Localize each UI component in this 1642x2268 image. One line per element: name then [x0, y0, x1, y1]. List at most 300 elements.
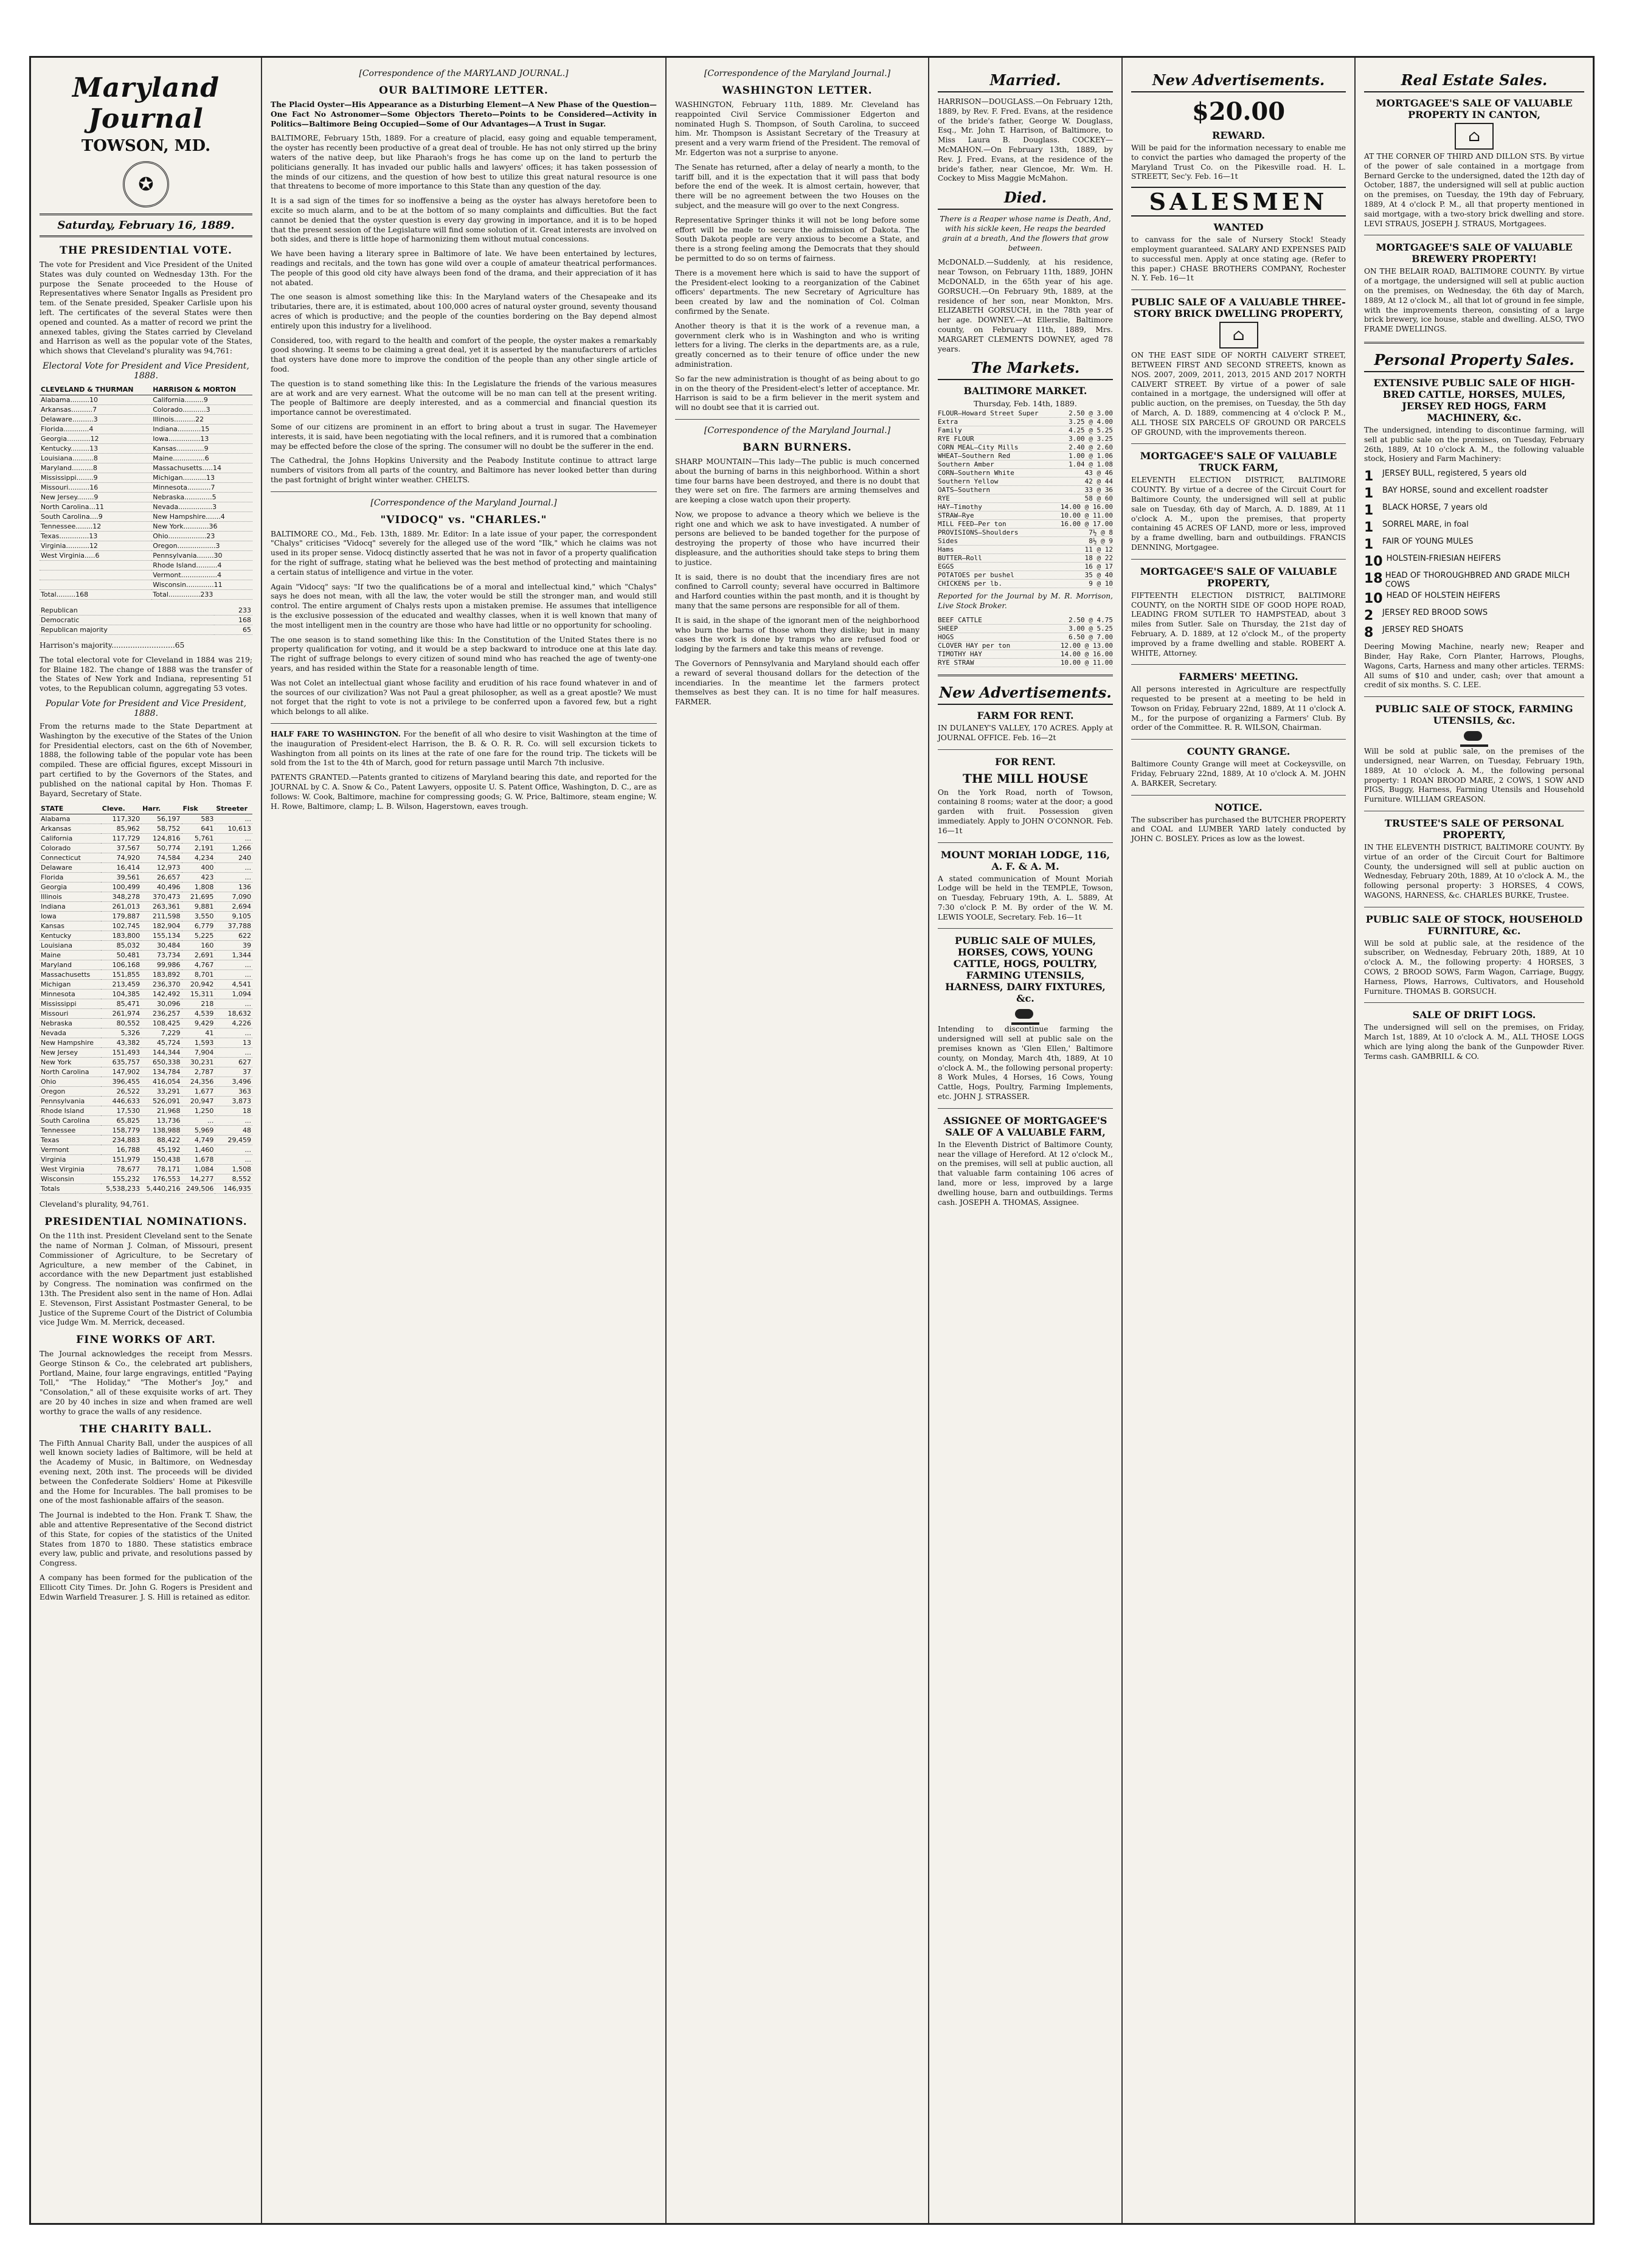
article-paragraph: It is said, there is no doubt that the incendiary fires are not confined to Carroll county; several have occurred in Baltimore and Harford counties within the past month, and it is thought by many that the same persons are responsible for all of them. [675, 572, 920, 611]
commodity-name: HAY—Timothy [938, 503, 982, 512]
article-summary: The Placid Oyster—His Appearance as a Disturbing Element—A New Phase of the Question—One Fact No Astronomer—Some Objectors Thereto—Points to be Considered—Activity in Politics—Baltimore Being Occupied—Some of Our Advantages—A Trust in Sugar. [271, 100, 657, 128]
table-cell: 40,496 [141, 883, 181, 892]
table-row [40, 560, 252, 570]
item-label: BAY HORSE, sound and excellent roadster [1382, 486, 1548, 496]
commodity-name: Southern Amber [938, 460, 994, 469]
table-cell: Maine...............6 [151, 453, 252, 463]
article-paragraph: The vote for President and Vice President of the United States was duly counted on Wednesday 13th. For the purpose the Senate proceeded to the House of Representatives where Senator Ingalls as President pro tem. of the Senate presided, Speaker Carlisle upon his left. The certificates of the several States were then opened and counted. As a matter of record we print the annexed tables, giving the States carried by Cleveland and Harrison as well as the popular vote of the States, which shows that Cleveland's plurality was 94,761: [40, 260, 252, 356]
table-cell: 2,787 [182, 1067, 215, 1077]
table-cell: Kansas [40, 921, 101, 931]
market-title: BALTIMORE MARKET. [963, 385, 1087, 397]
table-cell: Missouri..........16 [40, 482, 151, 492]
table-cell: Michigan...........13 [151, 473, 252, 482]
table-cell: 13,736 [141, 1116, 181, 1126]
table-cell: ... [215, 1116, 252, 1126]
list-item [1364, 469, 1584, 484]
table-cell: 213,459 [101, 980, 141, 990]
table-cell: Tennessee [40, 1126, 101, 1136]
commodity-price: 7½ @ 8 [1089, 529, 1113, 537]
table-cell: 37,567 [101, 844, 141, 853]
market-row [938, 633, 1113, 642]
table-cell: 5,969 [182, 1126, 215, 1136]
table-cell: North Carolina...11 [40, 502, 151, 512]
commodity-price: 9 @ 10 [1089, 580, 1113, 588]
table-cell: Louisiana..........8 [40, 453, 151, 463]
table-cell: 117,729 [101, 834, 141, 844]
newspaper-page [29, 56, 1595, 2225]
table-row [40, 606, 252, 616]
recap-table [40, 606, 252, 635]
table-cell: Texas..............13 [40, 531, 151, 541]
section-heading-markets: The Markets. [938, 359, 1113, 380]
table-cell: 14,277 [182, 1174, 215, 1184]
table-cell: Mississippi........9 [40, 473, 151, 482]
table-cell: 650,338 [141, 1058, 181, 1067]
table-cell: Republican majority [40, 625, 214, 634]
table-cell: 30,231 [182, 1058, 215, 1067]
table-cell: 74,920 [101, 853, 141, 863]
table-cell: Florida............4 [40, 424, 151, 434]
commodity-price: 10.00 @ 11.00 [1060, 658, 1113, 667]
table-cell: 635,757 [101, 1058, 141, 1067]
ad-text: IN DULANEY'S VALLEY, 170 ACRES. Apply at JOURNAL OFFICE. Feb. 16—2t [938, 723, 1113, 742]
correspondence-label: [Correspondence of the Maryland Journal.] [704, 425, 891, 435]
market-row [938, 503, 1113, 512]
table-total: 5,440,216 [141, 1184, 181, 1194]
ad-title: MOUNT MORIAH LODGE, 116, A. F. & A. M. [940, 848, 1110, 872]
table-cell: 627 [215, 1058, 252, 1067]
table-cell: 99,986 [141, 960, 181, 970]
table-cell: 261,013 [101, 902, 141, 912]
table-total: Totals [40, 1184, 101, 1194]
table-cell: Pennsylvania [40, 1097, 101, 1106]
article-paragraph [271, 730, 657, 768]
table-cell: 182,904 [141, 921, 181, 931]
table-cell: 211,598 [141, 912, 181, 921]
table-row [40, 625, 252, 634]
commodity-price: 2.50 @ 4.75 [1069, 616, 1113, 624]
article-paragraph: Some of our citizens are prominent in an effort to bring about a trust in sugar. The Havemeyer interests, it is said, have been negotiating with the local refiners, and it is rumored that a combination may be effected before the close of the spring. The consumer will no doubt be the sufferer in the end. [271, 422, 657, 451]
table-header: Harr. [141, 803, 181, 814]
article-paragraph: On the 11th inst. President Cleveland sent to the Senate the name of Norman J. Colman, of Missouri, present Commissioner of Agriculture, to be Secretary of Agriculture, a new member of the Cabinet, in accordance with the new Department just established by Congress. The nomination was confirmed on the 13th. The President also sent in the name of Hon. Adlai E. Stevenson, First Assistant Postmaster General, to be Justice of the Supreme Court of the District of Columbia vice Judge Wm. M. Merrick, deceased. [40, 1232, 252, 1327]
article-paragraph: The Journal is indebted to the Hon. Frank T. Shaw, the able and attentive Representative of the Second district of this State, for copies of the statistics of the United States from 1870 to 1880. These statistics embrace every law, public and private, and resolutions passed by Congress. [40, 1511, 252, 1568]
table-cell: 5,326 [101, 1028, 141, 1038]
table-row [40, 951, 252, 960]
table-cell: Kentucky.........13 [40, 443, 151, 453]
commodity-price: 58 @ 60 [1084, 494, 1113, 503]
divider [1131, 739, 1346, 740]
ad-text: The subscriber has purchased the BUTCHER PROPERTY and COAL and LUMBER YARD lately conducted by JOHN C. BOSLEY. Prices as low as the lowest. [1131, 815, 1346, 844]
table-cell: Wisconsin.............11 [151, 580, 252, 589]
table-row [40, 970, 252, 980]
table-row [40, 980, 252, 990]
table-cell: 17,530 [101, 1106, 141, 1116]
table-cell: 158,779 [101, 1126, 141, 1136]
table-cell: Massachusetts [40, 970, 101, 980]
table-cell: 4,767 [182, 960, 215, 970]
table-row [40, 892, 252, 902]
table-cell: Wisconsin [40, 1174, 101, 1184]
table-cell: ... [215, 873, 252, 883]
table-cell: 370,473 [141, 892, 181, 902]
reward-amount: $20.00 [1191, 97, 1286, 126]
commodity-price: 1.04 @ 1.08 [1069, 460, 1113, 469]
market-row [938, 537, 1113, 546]
ad-text: Will be sold at public sale, at the residence of the subscriber, on Wednesday, February 20th, 1889, At 10 o'clock A. M., the following property: 4 HORSES, 3 COWS, 2 BROOD SOWS, Farm Wagon, Carriage, Buggy, Harness, Plows, Harrows, Cultivators, and Household Furniture. THOMAS B. GORSUCH. [1364, 938, 1584, 996]
memorial-verse: There is a Reaper whose name is Death, And, with his sickle keen, He reaps the bearded grain at a breath, And the flowers that grow between. [940, 215, 1111, 252]
divider [938, 1108, 1113, 1109]
table-cell: 45,192 [141, 1145, 181, 1155]
divider [938, 675, 1113, 676]
table-row [40, 883, 252, 892]
commodity-price: 2.50 @ 3.00 [1069, 409, 1113, 418]
commodity-name: BEEF CATTLE [938, 616, 982, 624]
ad-title: PUBLIC SALE OF MULES, HORSES, COWS, YOUNG CATTLE, HOGS, POULTRY, FARMING UTENSILS, HARNESS, DAIRY FIXTURES, &c. [945, 935, 1106, 1005]
table-cell: 85,471 [101, 999, 141, 1009]
article-paragraph: There is a movement here which is said to have the support of the President-elect looking to a reorganization of the Cabinet officers' departments. The new Secretary of Agriculture has been created by law and the nomination of Col. Colman confirmed by the Senate. [675, 268, 920, 316]
table-cell: 1,084 [182, 1165, 215, 1174]
commodity-price: 16.00 @ 17.00 [1060, 520, 1113, 529]
table-cell: 5,225 [182, 931, 215, 941]
market-row [938, 469, 1113, 477]
table-cell: Minnesota [40, 990, 101, 999]
table-cell: 7,090 [215, 892, 252, 902]
table-cell: Arkansas..........7 [40, 404, 151, 414]
table-row [40, 1019, 252, 1028]
market-row [938, 512, 1113, 520]
commodity-name: MILL FEED—Per ton [938, 520, 1006, 529]
table-cell: 8,552 [215, 1174, 252, 1184]
table-cell: Indiana...........15 [151, 424, 252, 434]
commodity-name: TIMOTHY HAY [938, 650, 982, 658]
table-row [40, 1116, 252, 1126]
table-cell: 138,988 [141, 1126, 181, 1136]
ad-title: MORTGAGEE'S SALE OF VALUABLE PROPERTY, [1140, 565, 1337, 589]
commodity-price: 11 @ 12 [1084, 546, 1113, 554]
table-cell: 183,800 [101, 931, 141, 941]
table-cell: ... [215, 1028, 252, 1038]
commodity-name: HOGS [938, 633, 954, 641]
table-cell: 363 [215, 1087, 252, 1097]
column-6 [1356, 58, 1593, 2223]
table-cell: New York............36 [151, 521, 252, 531]
article-paragraph: BALTIMORE, February 15th, 1889. For a creature of placid, easy going and equable temperament, the oyster has recently been productive of a great deal of trouble. He has not only stirred up the briny waters of the native deep, but like Pharaoh's frogs he has come up on the land to perturb the politicians generally. It has invaded our public halls and lawyers' offices; it has taken possession of the minds of our citizens, and the question of how best to utilize this great natural resource is one that threatens to become of more importance to this State than any question of the day. [271, 134, 657, 191]
market-row [938, 642, 1113, 650]
item-count: 1 [1364, 537, 1374, 553]
wanted-label: WANTED [1213, 221, 1264, 234]
ad-title: FOR RENT. [995, 755, 1056, 768]
table-cell: 30,096 [141, 999, 181, 1009]
article-paragraph: Considered, too, with regard to the health and comfort of the people, the oyster makes a remarkably good showing. It seems to be claiming a great deal, yet it is asserted by the manufacturers of articles that oysters have done more to improve the condition of the people than any other single article of food. [271, 336, 657, 373]
ad-title: ASSIGNEE OF MORTGAGEE'S SALE OF A VALUABLE FARM, [943, 1114, 1107, 1138]
market-row [938, 494, 1113, 503]
table-cell: Rhode Island..........4 [151, 560, 252, 570]
ad-text: ON THE EAST SIDE OF NORTH CALVERT STREET, BETWEEN FIRST AND SECOND STREETS, known as NOS. 2007, 2009, 2011, 2013, 2015 AND 2017 NORTH CALVERT STREET. By virtue of a power of sale contained in a mortgage, the undersigned will offer at public auction, on the premises, on Tuesday, the 5th day of March, A. D. 1889, commencing at 4 o'clock P. M., ALL THOSE SIX PARCELS OF GROUND OR PARCELS OF GROUND, with the improvements thereon. [1131, 351, 1346, 437]
table-row [40, 1145, 252, 1155]
table-cell: 168 [214, 615, 252, 625]
commodity-price: 1.00 @ 1.06 [1069, 452, 1113, 460]
table-cell: 151,979 [101, 1155, 141, 1165]
table-cell: Georgia [40, 883, 101, 892]
table-cell: Oregon [40, 1087, 101, 1097]
ad-title: MORTGAGEE'S SALE OF VALUABLE PROPERTY IN CANTON, [1376, 97, 1573, 120]
market-row [938, 659, 1113, 667]
table-cell: 78,677 [101, 1165, 141, 1174]
article-paragraph: The question is to stand something like this: In the Legislature the friends of the various measures are at work and are very earnest. What the outcome will be no man can tell at the present writing. The people of Baltimore are deeply interested, and as a commercial and financial question its importance cannot be overestimated. [271, 379, 657, 417]
table-cell: 16,414 [101, 863, 141, 873]
divider [675, 419, 920, 420]
section-heading-died: Died. [938, 189, 1113, 210]
table-row [40, 580, 252, 589]
table-cell: Indiana [40, 902, 101, 912]
section-heading-new-ads: New Advertisements. [938, 684, 1113, 705]
commodity-price: 2.40 @ 2.60 [1069, 443, 1113, 452]
table-cell: Michigan [40, 980, 101, 990]
table-cell: 416,054 [141, 1077, 181, 1087]
article-paragraph: Another theory is that it is the work of a revenue man, a government clerk who is in Washington and who is writing letters for a living. The clerks in the departments are, as a rule, greatly concerned as to their tenure of office under the new administration. [675, 321, 920, 369]
table-cell: 37 [215, 1067, 252, 1077]
correspondence-label: [Correspondence of the Maryland Journal.] [704, 69, 891, 78]
cattle-report-label: Reported for the Journal by M. R. Morrison, Live Stock Broker. [938, 592, 1113, 611]
popular-vote-table [40, 803, 252, 1194]
table-cell: Ohio..................23 [151, 531, 252, 541]
commodity-name: CORN—Southern White [938, 469, 1014, 477]
ad-title: SALE OF DRIFT LOGS. [1412, 1009, 1536, 1021]
commodity-name: SHEEP [938, 624, 958, 633]
market-row [938, 529, 1113, 537]
market-row [938, 460, 1113, 469]
table-row [40, 1077, 252, 1087]
death-notice: McDONALD.—Suddenly, at his residence, near Towson, on February 11th, 1889, JOHN McDONALD, in the 65th year of his age. GORSUCH.—On February 9th, 1889, at the residence of her son, near Monkton, Mrs. ELIZABETH GORSUCH, in the 78th year of her age. DOWNEY.—At Ellerslie, Baltimore county, on February 11th, 1889, Mrs. MARGARET CLEMENTS DOWNEY, aged 78 years. [938, 258, 1113, 353]
table-cell: 8,701 [182, 970, 215, 980]
item-count: 10 [1364, 591, 1383, 607]
table-row [40, 434, 252, 443]
section-heading-real-estate: Real Estate Sales. [1364, 71, 1584, 92]
ad-text: AT THE CORNER OF THIRD AND DILLON STS. By virtue of the power of sale contained in a mortgage from Bernard Gercke to the undersigned, dated the 12th day of October, 1887, the undersigned will sell at public auction on the premises, on Tuesday, the 19th day of February, 1889, At 4 o'clock P. M., all that property mentioned in said mortgage, with a two-story brick dwelling and store. LEVI STRAUS, JOSEPH J. STRAUS, Mortgagees. [1364, 152, 1584, 228]
table-cell: 147,902 [101, 1067, 141, 1077]
table-cell: North Carolina [40, 1067, 101, 1077]
table-cell: New Jersey........9 [40, 492, 151, 502]
table-cell: 151,855 [101, 970, 141, 980]
article-headline: "VIDOCQ" vs. "CHARLES." [380, 513, 547, 526]
correspondence-label: [Correspondence of the MARYLAND JOURNAL.] [359, 69, 569, 78]
commodity-name: Family [938, 426, 962, 435]
table-row [40, 844, 252, 853]
table-total: 5,538,233 [101, 1184, 141, 1194]
table-cell: 80,552 [101, 1019, 141, 1028]
ad-title: PUBLIC SALE OF STOCK, HOUSEHOLD FURNITURE, &c. [1365, 913, 1583, 937]
table-cell: Kentucky [40, 931, 101, 941]
table-header: CLEVELAND & THURMAN [40, 384, 151, 395]
table-cell: 2,691 [182, 951, 215, 960]
ad-title: FARMERS' MEETING. [1179, 671, 1298, 683]
article-paragraph: We have been having a literary spree in Baltimore of late. We have been entertained by lectures, readings and recitals, and the town has gone wild over a couple of amateur theatrical performances. The people of this good old city have always been fond of the drama, and their appreciation of it has not abated. [271, 249, 657, 287]
table-row [40, 834, 252, 844]
table-cell: Virginia [40, 1155, 101, 1165]
table-row [40, 443, 252, 453]
table-cell: 240 [215, 853, 252, 863]
table-cell: Illinois [40, 892, 101, 902]
ad-text: On the York Road, north of Towson, containing 8 rooms; water at the door; a good garden with fruit. Possession given immediately. Apply to JOHN O'CONNOR. Feb. 16—1t [938, 788, 1113, 835]
table-cell: Mississippi [40, 999, 101, 1009]
ad-title: NOTICE. [1214, 801, 1263, 813]
section-heading-personal-property: Personal Property Sales. [1364, 351, 1584, 372]
market-row [938, 625, 1113, 633]
table-cell: 73,734 [141, 951, 181, 960]
table-row [40, 824, 252, 834]
table-row [40, 424, 252, 434]
table-cell: 263,361 [141, 902, 181, 912]
divider [938, 842, 1113, 843]
table-cell: Colorado [40, 844, 101, 853]
table-cell: ... [215, 970, 252, 980]
market-row [938, 443, 1113, 452]
table-row [40, 1048, 252, 1058]
table-cell: Nevada [40, 1028, 101, 1038]
table-cell: 10,613 [215, 824, 252, 834]
table-cell: 13 [215, 1038, 252, 1048]
ad-text: ELEVENTH ELECTION DISTRICT, BALTIMORE COUNTY. By virtue of a decree of the Circuit Court for Baltimore County, the undersigned will sell at public sale on Tuesday, 6th day of March, A. D. 1889, At 11 o'clock A. M., upon the premises, that property containing 45 ACRES OF LAND, more or less, improved by a frame dwelling, barn and outbuildings. FRANCIS DENNING, Mortgagee. [1131, 476, 1346, 552]
market-row [938, 409, 1113, 418]
article-headline: PRESIDENTIAL NOMINATIONS. [44, 1216, 248, 1229]
table-cell: Illinois..........22 [151, 414, 252, 424]
table-cell: Nebraska.............5 [151, 492, 252, 502]
commodity-price: 8½ @ 9 [1089, 537, 1113, 546]
table-row [40, 395, 252, 404]
table-cell: Florida [40, 873, 101, 883]
table-cell: New York [40, 1058, 101, 1067]
table-row [40, 521, 252, 531]
market-row [938, 650, 1113, 659]
divider [271, 491, 657, 492]
table-row [40, 463, 252, 473]
table-cell: ... [215, 1145, 252, 1155]
table-cell: 1,266 [215, 844, 252, 853]
list-item [1364, 537, 1584, 552]
table-cell: 65,825 [101, 1116, 141, 1126]
ad-title: TRUSTEE'S SALE OF PERSONAL PROPERTY, [1384, 817, 1564, 841]
item-count: 1 [1364, 503, 1374, 519]
article-paragraph: Again "Vidocq" says: "If two the qualifications be of a moral and intellectual kind," which "Chalys" says he does not mean, with all the law, the voter would be still the stronger man, and would still control. The entire argument of Chalys rests upon a mistaken premise. He assumes that intelligence is the exclusive possession of the educated and wealthy classes, when it is well known that many of the most intelligent men in the country are those who have had little or no opportunity for schooling. [271, 582, 657, 629]
table-cell: 18,632 [215, 1009, 252, 1019]
table-cell: 155,134 [141, 931, 181, 941]
item-label: FAIR OF YOUNG MULES [1382, 537, 1474, 547]
house-icon: ⌂ [1219, 322, 1258, 349]
divider [1131, 795, 1346, 796]
table-cell: 56,197 [141, 814, 181, 824]
state-seal-icon: ✪ [123, 161, 169, 207]
table-cell: 1,508 [215, 1165, 252, 1174]
market-row [938, 580, 1113, 588]
ad-text: IN THE ELEVENTH DISTRICT, BALTIMORE COUNTY. By virtue of an order of the Circuit Court for Baltimore County, the undersigned will sell at public auction on Wednesday, February 20th, 1889, At 10 o'clock A. M., the following personal property: 3 HORSES, 4 COWS, WAGONS, HARNESS, &c. CHARLES BURKE, Trustee. [1364, 842, 1584, 900]
table-row [40, 1058, 252, 1067]
article-paragraph: The Journal acknowledges the receipt from Messrs. George Stinson & Co., the celebrated art publishers, Portland, Maine, four large engravings, entitled "Paying Toll," "The Holiday," "The Mother's Joy," and "Consolation," all of these exquisite works of art. They are 20 by 40 inches in size and when framed are well worthy to grace the walls of any residence. [40, 1350, 252, 1416]
table-cell: 50,774 [141, 844, 181, 853]
commodity-name: CHICKENS per lb. [938, 580, 1002, 588]
table-cell: 26,657 [141, 873, 181, 883]
commodity-name: RYE FLOUR [938, 435, 974, 443]
table-cell: 142,492 [141, 990, 181, 999]
table-cell: ... [215, 999, 252, 1009]
table-cell: 9,429 [182, 1019, 215, 1028]
column-5 [1123, 58, 1356, 2223]
commodity-name: FLOUR—Howard Street Super [938, 409, 1039, 418]
table-header: Fisk [182, 803, 215, 814]
table-cell: 48 [215, 1126, 252, 1136]
market-row [938, 477, 1113, 486]
ad-text: Intending to discontinue farming the undersigned will sell at public sale on the premises known as 'Glen Ellen,' Baltimore county, on Monday, March 4th, 1889, At 10 o'clock A. M., the following personal property: 8 Work Mules, 4 Horses, 16 Cows, Young Cattle, Hogs, Poultry, Farming Implements, etc. JOHN J. STRASSER. [938, 1025, 1113, 1101]
table-cell: 155,232 [101, 1174, 141, 1184]
market-row [938, 435, 1113, 443]
article-paragraph: The one season is almost something like this: In the Maryland waters of the Chesapeake and its tributaries, there are, it is estimated, about 100,000 acres of natural oyster ground, seventy thousand acres of which is productive; and the people of the counties bordering on the Bay depend almost entirely upon this industry for a livelihood. [271, 293, 657, 330]
table-cell: 15,311 [182, 990, 215, 999]
table-row [40, 615, 252, 625]
table-cell: Tennessee........12 [40, 521, 151, 531]
item-count: 10 [1364, 554, 1383, 570]
ad-text: The undersigned, intending to discontinue farming, will sell at public sale on the premises, on Tuesday, February 26th, 1889, At 10 o'clock A. M., the following valuable stock, Hosiery and Farm Machinery: [1364, 425, 1584, 463]
table-cell: Iowa [40, 912, 101, 921]
table-cell: Virginia...........12 [40, 541, 151, 550]
article-headline: HALF FARE TO WASHINGTON. [271, 730, 401, 739]
article-paragraph: SHARP MOUNTAIN—This lady—The public is much concerned about the burning of barns in this neighborhood. Within a short time four barns have been destroyed, and there is no doubt that they were set on fire. The farmers are arming themselves and are keeping a close watch upon their property. [675, 457, 920, 505]
market-row [938, 571, 1113, 580]
table-cell: 74,584 [141, 853, 181, 863]
article-paragraph: WASHINGTON, February 11th, 1889. Mr. Cleveland has reappointed Civil Service Commissioner Edgerton and nominated Hugh S. Thompson, of South Carolina, to succeed him. Mr. Thompson is Assistant Secretary of the Treasury at present and a very warm friend of the President. The removal of Mr. Edgerton was not a surprise to anyone. [675, 100, 920, 157]
table-cell: ... [182, 1116, 215, 1126]
ad-text: FIFTEENTH ELECTION DISTRICT, BALTIMORE COUNTY, on the NORTH SIDE OF GOOD HOPE ROAD, LEADING FROM SUTLER TO HAMPSTEAD, about 3 miles from Sutler. Sale on Thursday, the 21st day of February, A. D. 1889, at 12 o'clock M., of the property improved by a frame dwelling and stable. ROBERT A. WHITE, Attorney. [1131, 591, 1346, 657]
table-cell: 43,382 [101, 1038, 141, 1048]
table-cell: 78,171 [141, 1165, 181, 1174]
commodity-price: 33 @ 36 [1084, 486, 1113, 494]
table-cell: 5,761 [182, 834, 215, 844]
commodity-price: 42 @ 44 [1084, 477, 1113, 486]
item-label: JERSEY RED SHOATS [1382, 625, 1464, 635]
table-row [40, 902, 252, 912]
commodity-name: EGGS [938, 563, 954, 571]
table-cell: 106,168 [101, 960, 141, 970]
table-cell: ... [215, 1155, 252, 1165]
table-cell: 2,191 [182, 844, 215, 853]
section-heading-married: Married. [938, 71, 1113, 92]
article-paragraph: Was not Colet an intellectual giant whose facility and erudition of his race found whatever in and of the sources of our civilization? Was not Paul a great philosopher, as well as a great apostle? We must not forget that the right to vote is not a privilege to be conferred upon a favored few, but a right which belongs to all alike. [271, 678, 657, 716]
item-count: 18 [1364, 571, 1383, 587]
cattle-price-list [938, 616, 1113, 667]
column-2 [262, 58, 667, 2223]
divider [1131, 664, 1346, 665]
article-text: For the benefit of all who desire to visit Washington at the time of the inauguration of President-elect Harrison, the B. & O. R. R. Co. will sell excursion tickets to Washington from all points on its lines at the rate of one fare for the round trip. The tickets will be sold from the 1st to the 4th of March, good for return passage until March 7th inclusive. [271, 730, 657, 768]
commodity-price: 43 @ 46 [1084, 469, 1113, 477]
ad-headline: THE MILL HOUSE [962, 771, 1088, 786]
ad-title: EXTENSIVE PUBLIC SALE OF HIGH-BRED CATTLE, HORSES, MULES, JERSEY RED HOGS, FARM MACHINERY, &c. [1373, 376, 1575, 423]
item-label: HOLSTEIN-FRIESIAN HEIFERS [1386, 554, 1501, 564]
divider [1364, 1002, 1584, 1003]
table-cell: 134,784 [141, 1067, 181, 1077]
table-cell: 4,226 [215, 1019, 252, 1028]
table-total: Total.........168 [40, 589, 151, 599]
table-cell: California.........9 [151, 395, 252, 404]
article-headline: BARN BURNERS. [743, 441, 852, 454]
article-paragraph: The Senate has returned, after a delay of nearly a month, to the tariff bill, and it is the expectation that it will pass that body before the end of the week. It is almost certain, however, that there will be no agreement between the two Houses on the subject, and the measure will go over to the next Congress. [675, 162, 920, 210]
table-cell: 218 [182, 999, 215, 1009]
article-paragraph: The total electoral vote for Cleveland in 1884 was 219; for Blaine 182. The change of 1888 was the transfer of the States of New York and Indiana, representing 51 votes, to the Republican column, aggregating 53 votes. [40, 655, 252, 693]
item-count: 8 [1364, 625, 1374, 641]
article-headline: OUR BALTIMORE LETTER. [379, 85, 549, 97]
table-cell: 526,091 [141, 1097, 181, 1106]
table-cell: Minnesota...........7 [151, 482, 252, 492]
table-row [40, 853, 252, 863]
article-paragraph: The Fifth Annual Charity Ball, under the auspices of all well known society ladies of Baltimore, will be held at the Academy of Music, in Baltimore, on Wednesday evening next, 20th inst. The proceeds will be divided between the Confederate Soldiers' Home at Pikesville and the Home for Incurables. The ball promises to be one of the most fashionable affairs of the season. [40, 1438, 252, 1505]
table-cell: Ohio [40, 1077, 101, 1087]
